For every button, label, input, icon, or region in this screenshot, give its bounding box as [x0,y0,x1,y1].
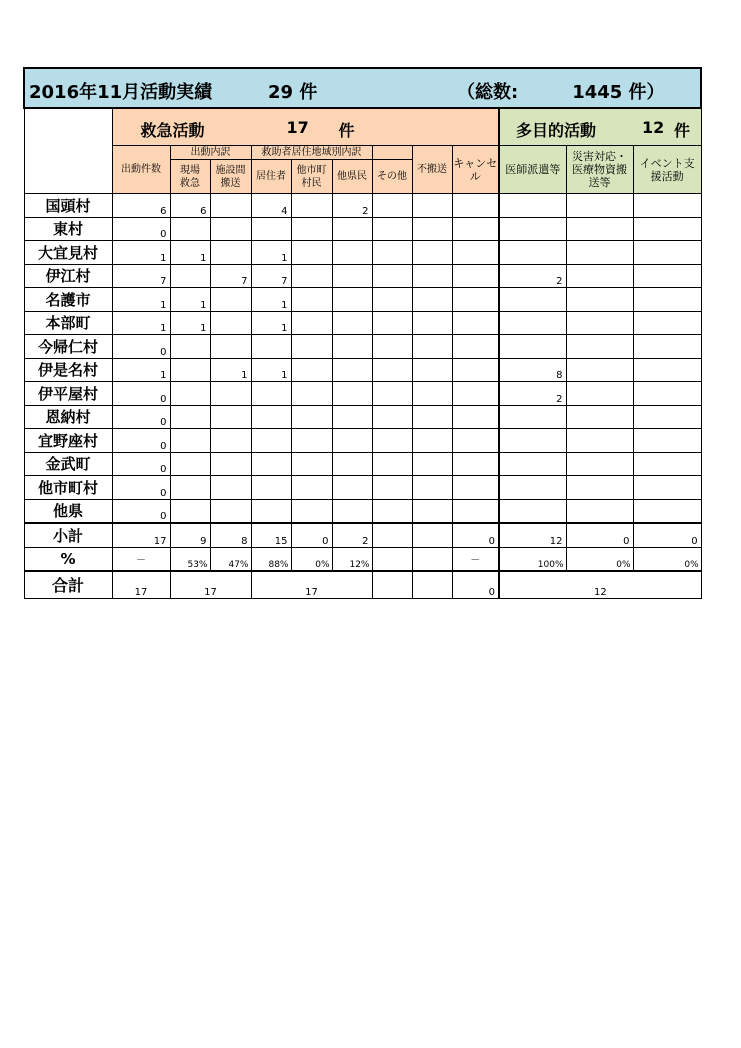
table-cell [291,311,332,335]
table-cell [452,194,499,218]
table-cell [332,264,372,288]
subtotal-cell: 15 [251,523,291,547]
table-row [24,194,701,218]
table-cell [170,264,210,288]
table-cell [332,429,372,453]
table-cell: 1 [170,241,210,265]
table-cell [332,499,372,523]
table-cell: 2 [332,194,372,218]
table-row [24,405,701,429]
table-cell [291,405,332,429]
table-cell [412,264,452,288]
table-cell: 1 [170,288,210,312]
percent-cell: 53% [170,547,210,571]
table-cell [170,217,210,241]
grand-total-multi: 12 [499,571,701,598]
table-cell [566,311,633,335]
table-cell [251,499,291,523]
table-cell [412,335,452,359]
header-dispatch-count: 出動件数 [112,146,170,194]
subtotal-cell: 12 [499,523,566,547]
table-cell [412,217,452,241]
table-cell [251,382,291,406]
table-cell [291,429,332,453]
table-row [24,382,701,406]
table-cell [291,288,332,312]
table-cell [452,241,499,265]
table-cell [210,217,251,241]
percent-cell: 0% [291,547,332,571]
table-cell [291,452,332,476]
table-cell: 7 [112,264,170,288]
subtotal-cell: 9 [170,523,210,547]
municipality-name: 他県 [24,499,112,523]
emergency-unit: 件 [338,121,355,140]
table-cell [412,311,452,335]
table-cell [332,382,372,406]
table-cell [291,476,332,500]
table-cell [499,217,566,241]
header-dispatch-breakdown: 出動内訳 [170,146,251,160]
table-cell [372,405,412,429]
table-cell [452,499,499,523]
table-cell [332,311,372,335]
grand-total-label: 合計 [24,571,112,598]
table-cell [372,217,412,241]
table-cell [452,476,499,500]
table-cell [251,217,291,241]
table-cell [566,217,633,241]
table-cell [499,476,566,500]
title-bar [24,68,701,108]
table-cell [372,382,412,406]
table-cell [452,335,499,359]
table-cell: 7 [251,264,291,288]
corner-cell [24,108,112,194]
table-cell [170,405,210,429]
subtotal-cell: 0 [291,523,332,547]
table-cell [291,499,332,523]
municipality-name: 今帰仁村 [24,335,112,359]
table-cell [412,241,452,265]
multi-count: 12 [642,118,665,137]
header-resident: 居住者 [251,160,291,194]
table-cell [566,241,633,265]
percent-cell: 12% [332,547,372,571]
table-cell: 1 [170,311,210,335]
header-doctor: 医師派遣等 [499,146,566,194]
subtotal-cell: 0 [566,523,633,547]
header-disaster: 災害対応・医療物資搬送等 [566,146,633,194]
table-cell [412,194,452,218]
table-cell [452,405,499,429]
table-cell [633,476,701,500]
table-cell [372,499,412,523]
table-cell [566,429,633,453]
table-cell: 0 [112,335,170,359]
table-cell: 0 [112,382,170,406]
municipality-name: 大宜見村 [24,241,112,265]
table-cell [633,194,701,218]
subtotal-cell [412,523,452,547]
table-cell: 1 [112,311,170,335]
table-cell [251,405,291,429]
percent-cell: 100% [499,547,566,571]
table-cell [291,241,332,265]
table-cell [372,335,412,359]
emergency-header [112,108,499,146]
table-cell [499,241,566,265]
table-cell [499,288,566,312]
table-cell [291,358,332,382]
table-cell: 1 [112,288,170,312]
table-cell [210,241,251,265]
table-cell [170,429,210,453]
table-row [24,452,701,476]
table-row [24,358,701,382]
table-cell [633,311,701,335]
table-cell [372,429,412,453]
grand-total-cancel: 0 [452,571,499,598]
percent-cell [412,547,452,571]
table-cell [452,217,499,241]
table-cell [332,335,372,359]
table-cell [633,241,701,265]
table-cell [566,335,633,359]
table-cell [210,382,251,406]
subtotal-label: 小計 [24,523,112,547]
percent-cell: 47% [210,547,251,571]
header-onsite: 現場救急 [170,160,210,194]
table-cell: 1 [112,241,170,265]
table-row [24,476,701,500]
table-cell [566,358,633,382]
table-cell [633,382,701,406]
grand-total-blank [372,571,412,598]
table-cell: 1 [251,358,291,382]
table-cell [412,288,452,312]
table-cell [566,452,633,476]
table-cell [332,358,372,382]
table-cell [291,335,332,359]
table-cell [566,382,633,406]
percent-cell: － [452,547,499,571]
table-cell [633,405,701,429]
table-cell [566,499,633,523]
table-cell [332,452,372,476]
table-cell: 4 [251,194,291,218]
table-cell [291,264,332,288]
table-cell [372,264,412,288]
table-cell [332,405,372,429]
table-cell [452,358,499,382]
table-cell [251,335,291,359]
title-total: （総数: 1445 件） [457,82,665,103]
table-cell [633,452,701,476]
table-cell [633,429,701,453]
table-row [24,217,701,241]
table-cell [452,452,499,476]
table-cell [372,452,412,476]
table-cell: 6 [112,194,170,218]
table-cell [499,452,566,476]
activity-sheet [23,67,700,599]
percent-cell [372,547,412,571]
table-cell [372,194,412,218]
table-row [24,241,701,265]
municipality-name: 本部町 [24,311,112,335]
subtotal-cell: 8 [210,523,251,547]
table-cell [210,476,251,500]
header-no-transport: 不搬送 [412,146,452,194]
table-cell: 0 [112,499,170,523]
multi-header [499,108,701,146]
municipality-name: 恩納村 [24,405,112,429]
emergency-label: 救急活動 [140,121,205,140]
header-event: イベント支援活動 [633,146,701,194]
percent-cell: － [112,547,170,571]
table-cell [372,288,412,312]
municipality-name: 他市町村 [24,476,112,500]
header-transfer: 施設間搬送 [210,160,251,194]
table-cell [372,311,412,335]
municipality-name: 伊平屋村 [24,382,112,406]
municipality-name: 国頭村 [24,194,112,218]
subtotal-cell: 17 [112,523,170,547]
table-cell [170,358,210,382]
subtotal-cell [372,523,412,547]
municipality-name: 伊江村 [24,264,112,288]
table-cell: 7 [210,264,251,288]
table-cell: 0 [112,405,170,429]
municipality-name: 東村 [24,217,112,241]
table-cell [332,288,372,312]
table-cell [332,241,372,265]
grand-total-dispatch: 17 [112,571,170,598]
table-cell [210,335,251,359]
table-cell [452,288,499,312]
table-cell [499,429,566,453]
table-cell [412,382,452,406]
title-count: 29 件 [268,82,318,103]
table-row [24,311,701,335]
percent-cell: 0% [566,547,633,571]
table-cell [170,476,210,500]
table-cell [170,382,210,406]
table-cell [633,335,701,359]
table-cell [633,358,701,382]
table-cell [499,311,566,335]
table-row [24,335,701,359]
table-cell: 1 [251,311,291,335]
table-cell [412,499,452,523]
table-cell: 0 [112,429,170,453]
table-cell [499,499,566,523]
table-cell [566,476,633,500]
table-cell: 1 [210,358,251,382]
table-cell [566,264,633,288]
table-cell [170,335,210,359]
table-cell [452,429,499,453]
table-cell: 1 [251,288,291,312]
table-cell [633,499,701,523]
table-row [24,264,701,288]
table-cell [372,358,412,382]
header-other-muni: 他市町村民 [291,160,332,194]
emergency-count: 17 [286,118,309,137]
table-cell [332,476,372,500]
header-residence-breakdown: 救助者居住地域別内訳 [251,146,372,160]
table-cell [210,405,251,429]
table-cell [251,476,291,500]
percent-label: % [24,547,112,571]
table-cell [633,264,701,288]
table-cell [452,382,499,406]
table-row [24,288,701,312]
header-other-pref: 他県民 [332,160,372,194]
table-cell [412,476,452,500]
table-cell [499,194,566,218]
table-cell [452,264,499,288]
table-cell [566,288,633,312]
table-cell: 8 [499,358,566,382]
grand-total-blank [412,571,452,598]
table-cell: 1 [112,358,170,382]
table-cell [210,429,251,453]
grand-total-breakdown: 17 [170,571,251,598]
table-cell [412,452,452,476]
table-cell [566,405,633,429]
table-cell: 1 [251,241,291,265]
table-cell: 6 [170,194,210,218]
table-cell [170,452,210,476]
municipality-name: 宜野座村 [24,429,112,453]
grand-total-residence: 17 [251,571,372,598]
table-cell [210,194,251,218]
table-cell [372,476,412,500]
table-cell [251,429,291,453]
table-row [24,499,701,523]
table-cell [412,358,452,382]
table-cell [291,217,332,241]
table-cell [210,452,251,476]
title-period: 2016年11月活動実績 [29,82,213,103]
table-cell [412,429,452,453]
municipality-name: 名護市 [24,288,112,312]
municipality-name: 金武町 [24,452,112,476]
table-cell: 2 [499,264,566,288]
table-cell: 0 [112,452,170,476]
table-cell [633,217,701,241]
table-cell [332,217,372,241]
table-cell: 0 [112,476,170,500]
table-cell [291,194,332,218]
percent-cell: 88% [251,547,291,571]
table-cell [499,335,566,359]
table-cell [499,405,566,429]
activity-table [23,67,702,599]
header-cancel: キャンセル [452,146,499,194]
table-cell [210,499,251,523]
subtotal-cell: 0 [633,523,701,547]
table-cell [372,241,412,265]
subtotal-cell: 0 [452,523,499,547]
table-cell [210,288,251,312]
table-row [24,429,701,453]
multi-label: 多目的活動 [516,121,597,140]
subtotal-cell: 2 [332,523,372,547]
percent-cell: 0% [633,547,701,571]
table-cell [412,405,452,429]
municipality-name: 伊是名村 [24,358,112,382]
multi-unit: 件 [674,121,691,140]
table-cell: 2 [499,382,566,406]
header-other: その他 [372,160,412,194]
header-blank [372,146,412,160]
table-cell [291,382,332,406]
table-cell [452,311,499,335]
table-cell [170,499,210,523]
table-cell: 0 [112,217,170,241]
table-cell [210,311,251,335]
table-cell [251,452,291,476]
table-cell [633,288,701,312]
table-cell [566,194,633,218]
